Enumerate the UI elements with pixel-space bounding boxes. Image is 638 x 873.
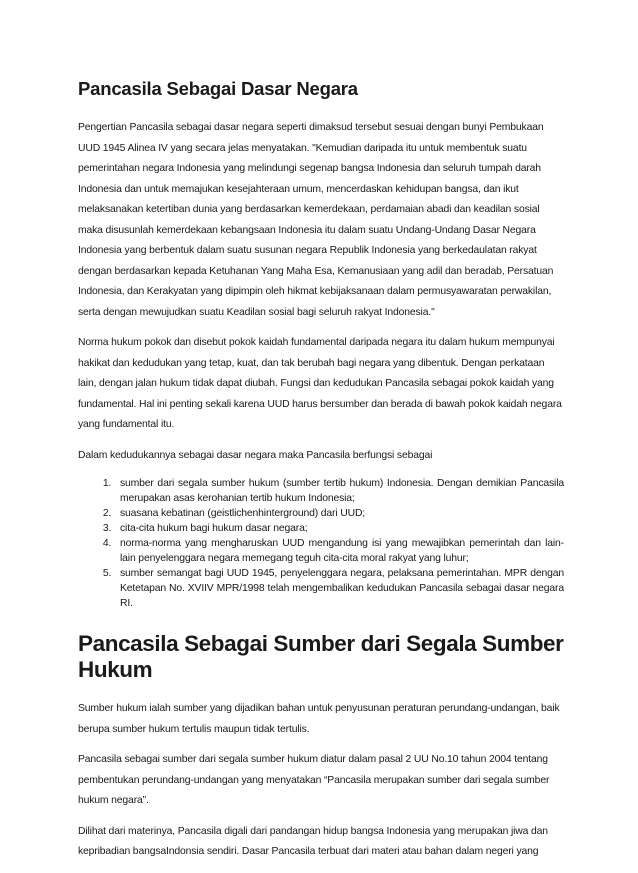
list-item: 5. sumber semangat bagi UUD 1945, penyelenggara negara, pelaksana pemerintahan. MPR dengan Ketetapan No. XVIIV MPR/1998 telah mengembalikan kedudukan Pancasila sebagai dasar negara RI. — [114, 566, 564, 611]
section-heading: Pancasila Sebagai Dasar Negara — [78, 78, 358, 99]
list-item: 2. suasana kebatinan (geistlichenhinterground) dari UUD; — [114, 506, 564, 521]
list-item: 4. norma-norma yang mengharuskan UUD mengandung isi yang mewajibkan pemerintah dan lain-lain penyelenggara negara memegang teguh cita-cita moral rakyat yang luhur; — [114, 536, 564, 566]
paragraph: Pengertian Pancasila sebagai dasar negara seperti dimaksud tersebut sesuai dengan bunyi Pembukaan UUD 1945 Alinea IV yang secara jelas menyatakan. "Kemudian daripada itu untuk membentuk suatu pemerintahan negara Indonesia yang melindungi segenap bangsa Indonesia dan seluruh tumpah darah Indonesia dan untuk memajukan kesejahteraan umum, mencerdaskan kehidupan bangsa, dan ikut melaksanakan ketertiban dunia yang berdasarkan kemerdekaan, perdamaian abadi dan keadilan sosial maka disusunlah kemerdekaan kebangsaan Indonesia itu dalam suatu Undang-Undang Dasar Negara Indonesia yang berbentuk dalam suatu susunan negara Republik Indonesia yang berkedaulatan rakyat dengan berdasarkan kepada Ketuhanan Yang Maha Esa, Kemanusiaan yang adil dan beradab, Persatuan Indonesia, dan Kerakyatan yang dipimpin oleh hikmat kebijaksanaan dalam permusyawaratan perwakilan, serta dengan mewujudkan suatu Keadilan sosial bagi seluruh rakyat Indonesia." — [78, 122, 554, 318]
paragraph: Sumber hukum ialah sumber yang dijadikan bahan untuk penyusunan peraturan perundang-undangan, baik berupa sumber hukum tertulis maupun tidak tertulis. — [78, 703, 560, 735]
document-page — [78, 78, 564, 873]
paragraph: Pancasila sebagai sumber dari segala sumber hukum diatur dalam pasal 2 UU No.10 tahun 2004 tentang pembentukan perundang-undangan yang menyatakan “Pancasila merupakan sumber dari segala sumber hukum negara”. — [78, 754, 550, 806]
paragraph: Dalam kedudukannya sebagai dasar negara maka Pancasila berfungsi sebagai — [78, 449, 433, 461]
list-item: 3. cita-cita hukum bagi hukum dasar negara; — [114, 521, 564, 536]
function-list — [78, 476, 564, 611]
paragraph: Norma hukum pokok dan disebut pokok kaidah fundamental daripada negara itu dalam hukum mempunyai hakikat dan kedudukan yang tetap, kuat, dan tak berubah bagi negara yang dibentuk. Dengan perkataan lain, dengan jalan hukum tidak dapat diubah. Fungsi dan kedudukan Pancasila sebagai pokok kaidah yang fundamental. Hal ini penting sekali karena UUD harus bersumber dan berada di bawah pokok kaidah negara yang fundamental itu. — [78, 337, 562, 430]
paragraph: Dilihat dari materinya, Pancasila digali dari pandangan hidup bangsa Indonesia yang merupakan jiwa dan kepribadian bangsaIndonsia sendiri. Dasar Pancasila terbuat dari materi atau bahan dalam negeri yang — [78, 825, 548, 857]
section-heading: Pancasila Sebagai Sumber dari Segala Sumber Hukum — [78, 631, 564, 682]
list-item: 1. sumber dari segala sumber hukum (sumber tertib hukum) Indonesia. Dengan demikian Pancasila merupakan asas kerohanian tertib hukum Indonesia; — [114, 476, 564, 506]
